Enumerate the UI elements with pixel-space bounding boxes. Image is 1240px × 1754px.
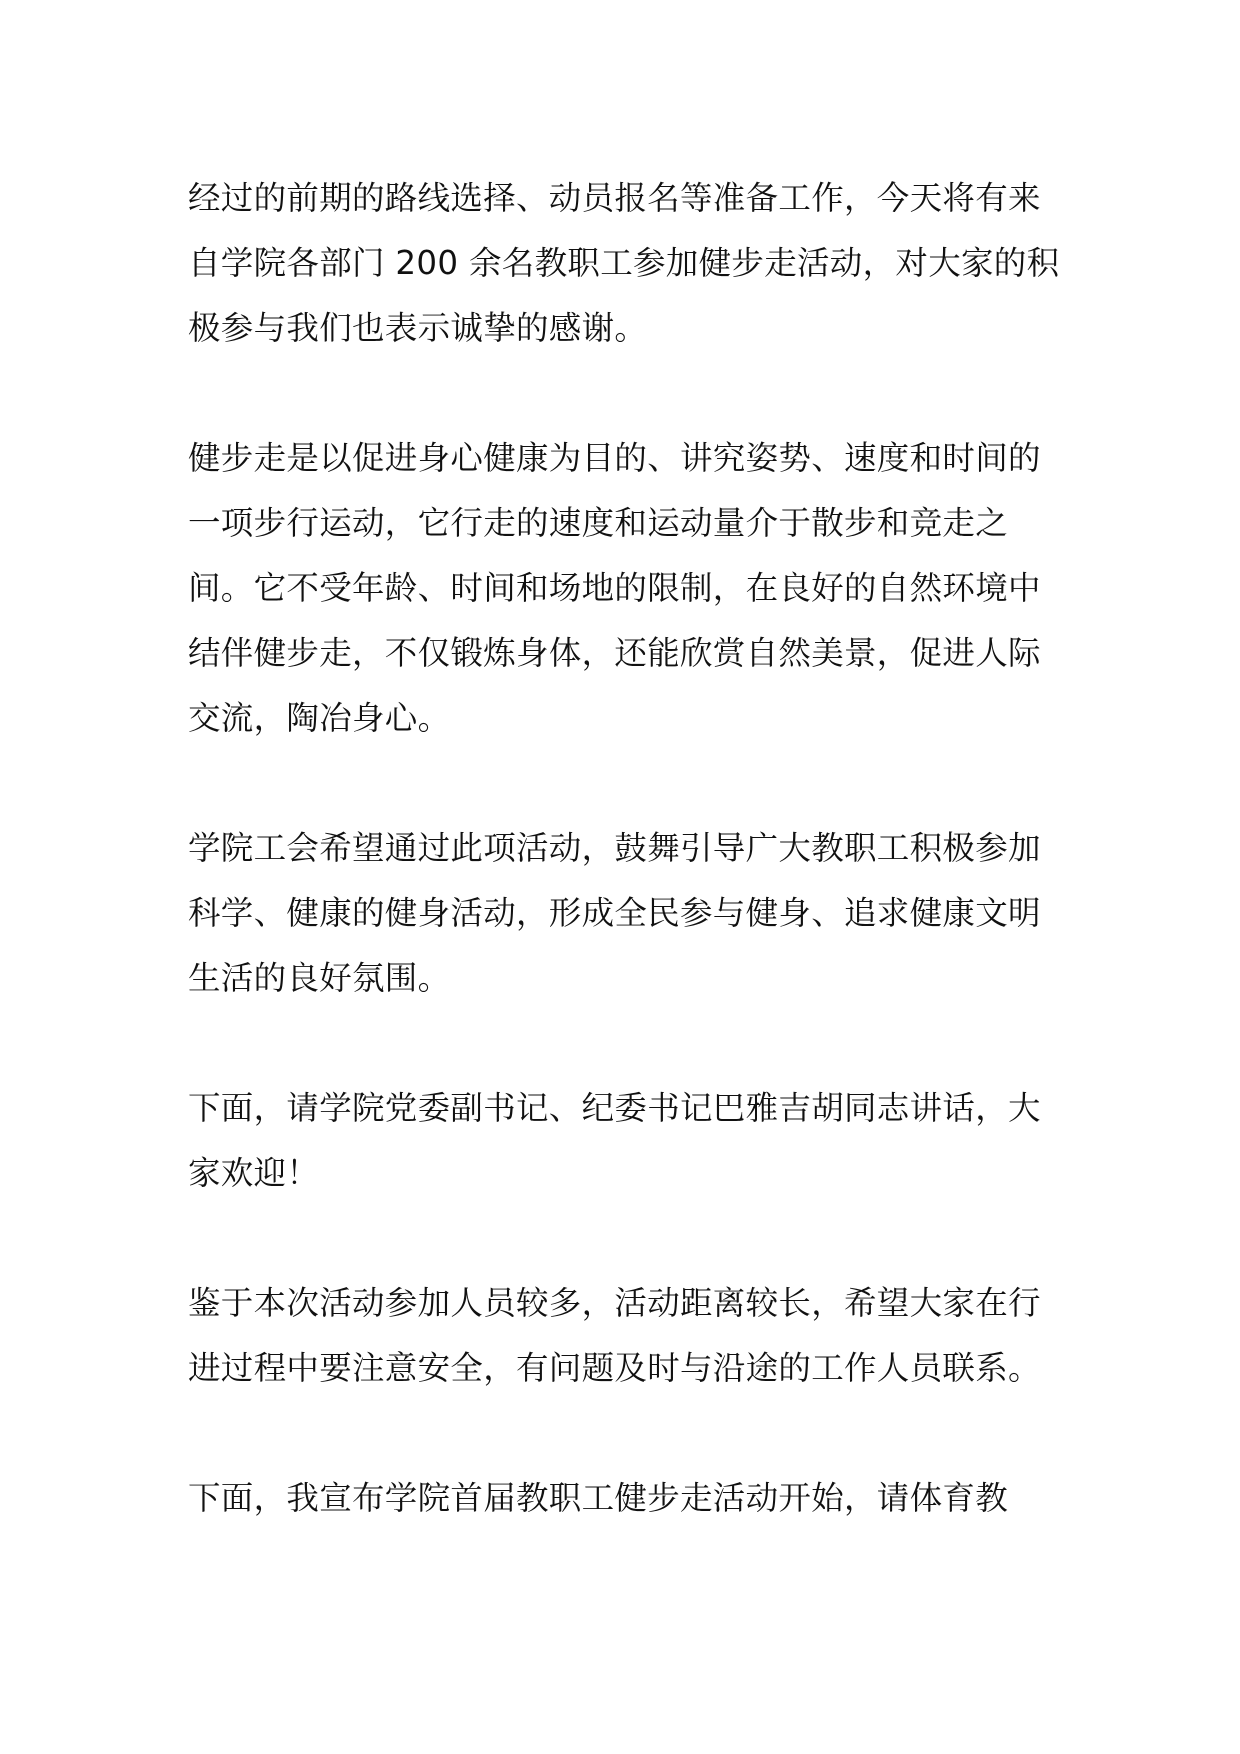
paragraph-walking-intro: 健步走是以促进身心健康为目的、讲究姿势、速度和时间的一项步行运动，它行走的速度和运动量介于散步和竞走之间。它不受年龄、时间和场地的限制，在良好的自然环境中结伴健步走，不仅锻炼身体，还能欣赏自然美景，促进人际交流，陶冶身心。: [188, 439, 1041, 737]
paragraph-safety-notice: 鉴于本次活动参加人员较多，活动距离较长，希望大家在行进过程中要注意安全，有问题及时与沿途的工作人员联系。: [188, 1284, 1041, 1387]
paragraph-preparation: 经过的前期的路线选择、动员报名等准备工作，今天将有来自学院各部门 200 余名教职工参加健步走活动，对大家的积极参与我们也表示诚挚的感谢。: [188, 179, 1060, 347]
paragraph-union-hope: 学院工会希望通过此项活动，鼓舞引导广大教职工积极参加科学、健康的健身活动，形成全民参与健身、追求健康文明生活的良好氛围。: [188, 829, 1041, 997]
document-body: [188, 166, 1068, 1596]
paragraph-announcement: 下面，我宣布学院首届教职工健步走活动开始，请体育教: [188, 1479, 1009, 1517]
paragraph-speech-invite: 下面，请学院党委副书记、纪委书记巴雅吉胡同志讲话，大家欢迎！: [188, 1089, 1041, 1192]
